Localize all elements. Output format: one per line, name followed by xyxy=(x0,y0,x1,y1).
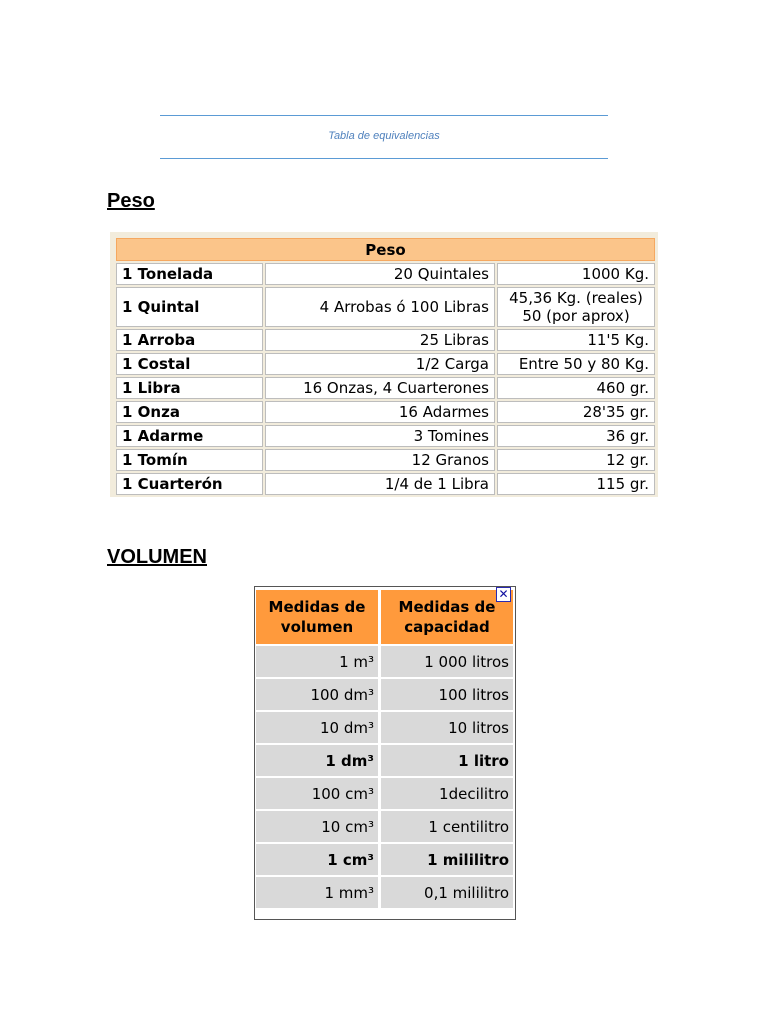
capacidad-cell: 10 litros xyxy=(381,712,513,743)
peso-table xyxy=(114,236,657,497)
capacidad-cell: 0,1 mililitro xyxy=(381,877,513,908)
peso-approx-cell xyxy=(497,329,655,351)
peso-equivalence-cell: 16 Adarmes xyxy=(265,401,495,423)
volumen-header-volumen-line2: volumen xyxy=(280,618,354,636)
peso-unit-cell: 1 Libra xyxy=(116,377,263,399)
peso-approx-cell xyxy=(497,425,655,447)
peso-unit-cell: 1 Costal xyxy=(116,353,263,375)
volumen-cell: 10 dm³ xyxy=(256,712,381,743)
peso-approx-cell xyxy=(497,401,655,423)
peso-table-row xyxy=(116,287,655,327)
volumen-table-row xyxy=(256,778,513,809)
capacidad-cell: 100 litros xyxy=(381,679,513,710)
peso-approx-line: 45,36 Kg. (reales) xyxy=(509,289,643,307)
peso-table-row xyxy=(116,263,655,285)
capacidad-cell: 1 000 litros xyxy=(381,646,513,677)
header-rule-top xyxy=(160,115,608,116)
volumen-table-row xyxy=(256,679,513,710)
header-rule-bottom xyxy=(160,158,608,159)
peso-approx-line: 50 (por aprox) xyxy=(522,307,630,325)
section-heading-volumen: VOLUMEN xyxy=(107,546,207,568)
peso-table-row xyxy=(116,353,655,375)
volumen-header-capacidad-line1: Medidas de xyxy=(398,598,496,616)
peso-approx-line: 28'35 gr. xyxy=(582,403,649,421)
volumen-table-row xyxy=(256,712,513,743)
peso-approx-line: 11'5 Kg. xyxy=(587,331,649,349)
capacidad-cell: 1 litro xyxy=(381,745,513,776)
peso-table-row xyxy=(116,425,655,447)
peso-approx-cell xyxy=(497,449,655,471)
volumen-table-row xyxy=(256,844,513,875)
peso-approx-cell xyxy=(497,287,655,327)
document-header-title: Tabla de equivalencias xyxy=(328,130,440,142)
volumen-cell: 1 m³ xyxy=(256,646,381,677)
peso-unit-cell: 1 Adarme xyxy=(116,425,263,447)
capacidad-cell: 1 centilitro xyxy=(381,811,513,842)
volumen-cell: 10 cm³ xyxy=(256,811,381,842)
volumen-cell: 1 dm³ xyxy=(256,745,381,776)
volumen-table-header-row xyxy=(256,590,513,644)
peso-approx-line: 460 gr. xyxy=(596,379,649,397)
section-heading-peso: Peso xyxy=(107,190,155,212)
peso-equivalence-cell: 4 Arrobas ó 100 Libras xyxy=(265,287,495,327)
peso-equivalence-cell: 20 Quintales xyxy=(265,263,495,285)
peso-equivalence-cell: 1/4 de 1 Libra xyxy=(265,473,495,495)
peso-unit-cell: 1 Tomín xyxy=(116,449,263,471)
volumen-cell: 1 mm³ xyxy=(256,877,381,908)
peso-equivalence-cell: 25 Libras xyxy=(265,329,495,351)
peso-unit-cell: 1 Cuarterón xyxy=(116,473,263,495)
volumen-table xyxy=(256,588,513,910)
volumen-cell: 100 cm³ xyxy=(256,778,381,809)
peso-equivalence-cell: 16 Onzas, 4 Cuarterones xyxy=(265,377,495,399)
peso-approx-cell xyxy=(497,473,655,495)
volumen-header-volumen xyxy=(256,590,381,644)
peso-table-row xyxy=(116,449,655,471)
peso-table-frame xyxy=(110,232,658,497)
peso-approx-line: Entre 50 y 80 Kg. xyxy=(518,355,649,373)
volumen-table-row xyxy=(256,745,513,776)
volumen-table-row xyxy=(256,877,513,908)
peso-table-row xyxy=(116,473,655,495)
peso-unit-cell: 1 Onza xyxy=(116,401,263,423)
peso-equivalence-cell: 1/2 Carga xyxy=(265,353,495,375)
peso-equivalence-cell: 12 Granos xyxy=(265,449,495,471)
peso-table-row xyxy=(116,329,655,351)
peso-unit-cell: 1 Tonelada xyxy=(116,263,263,285)
volumen-cell: 100 dm³ xyxy=(256,679,381,710)
peso-equivalence-cell: 3 Tomines xyxy=(265,425,495,447)
peso-table-row xyxy=(116,401,655,423)
volumen-header-volumen-line1: Medidas de xyxy=(268,598,366,616)
peso-unit-cell: 1 Arroba xyxy=(116,329,263,351)
peso-approx-line: 36 gr. xyxy=(606,427,649,445)
peso-approx-cell xyxy=(497,353,655,375)
peso-approx-line: 115 gr. xyxy=(596,475,649,493)
peso-table-title: Peso xyxy=(116,238,655,261)
peso-approx-line: 1000 Kg. xyxy=(581,265,649,283)
volumen-table-row xyxy=(256,646,513,677)
peso-approx-cell xyxy=(497,377,655,399)
close-icon[interactable]: ✕ xyxy=(496,587,511,602)
volumen-header-capacidad xyxy=(381,590,513,644)
peso-approx-line: 12 gr. xyxy=(606,451,649,469)
peso-unit-cell: 1 Quintal xyxy=(116,287,263,327)
volumen-table-frame xyxy=(254,586,516,920)
volumen-cell: 1 cm³ xyxy=(256,844,381,875)
peso-approx-cell xyxy=(497,263,655,285)
capacidad-cell: 1 mililitro xyxy=(381,844,513,875)
peso-table-row xyxy=(116,377,655,399)
volumen-table-row xyxy=(256,811,513,842)
volumen-header-capacidad-line2: capacidad xyxy=(404,618,490,636)
capacidad-cell: 1decilitro xyxy=(381,778,513,809)
